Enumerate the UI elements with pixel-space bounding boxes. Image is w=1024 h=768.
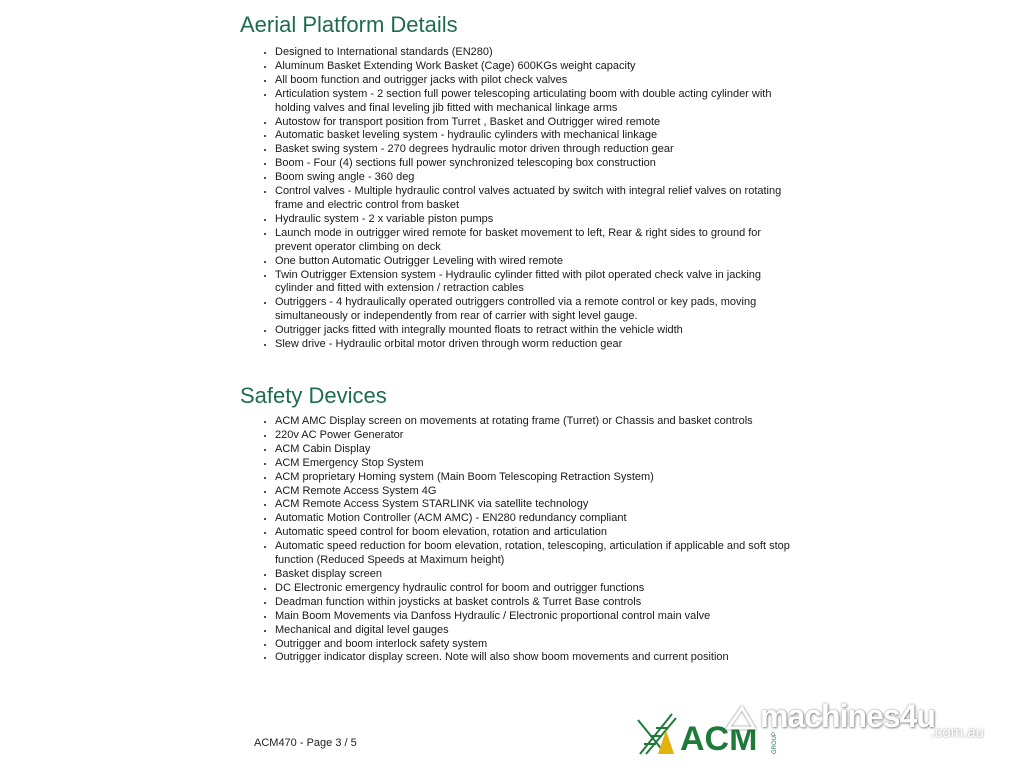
- page-number-footer: ACM470 - Page 3 / 5: [254, 737, 357, 749]
- acm-logo-sub-text: GROUP: [772, 731, 778, 754]
- list-item: • 220v AC Power Generator: [275, 429, 795, 443]
- list-item: • ACM Emergency Stop System: [275, 457, 795, 471]
- list-item: • Slew drive - Hydraulic orbital motor driven through worm reduction gear: [275, 338, 795, 352]
- list-item: • All boom function and outrigger jacks with pilot check valves: [275, 74, 795, 88]
- watermark-crane-icon: [724, 702, 760, 732]
- list-item: • Boom - Four (4) sections full power synchronized telescoping box construction: [275, 157, 795, 171]
- list-item: • Main Boom Movements via Danfoss Hydraulic / Electronic proportional control main valve: [275, 610, 795, 624]
- list-item: • Aluminum Basket Extending Work Basket (Cage) 600KGs weight capacity: [275, 60, 795, 74]
- list-item: • Outrigger and boom interlock safety system: [275, 638, 795, 652]
- list-item: • ACM Remote Access System STARLINK via satellite technology: [275, 498, 795, 512]
- list-item: • One button Automatic Outrigger Leveling with wired remote: [275, 255, 795, 269]
- list-item: • Hydraulic system - 2 x variable piston pumps: [275, 213, 795, 227]
- list-item: • ACM proprietary Homing system (Main Boom Telescoping Retraction System): [275, 471, 795, 485]
- list-item: • Deadman function within joysticks at basket controls & Turret Base controls: [275, 596, 795, 610]
- watermark-main-text: machines: [760, 698, 900, 734]
- list-item: • Automatic speed reduction for boom elevation, rotation, telescoping, articulation if applicable and soft stop function (Reduced Speeds at Maximum height): [275, 540, 795, 568]
- watermark-number-text: 4u: [899, 698, 935, 734]
- section-title-safety-devices: Safety Devices: [240, 383, 387, 408]
- watermark-domain-text: .com.au: [930, 724, 984, 741]
- list-item: • Autostow for transport position from Turret , Basket and Outrigger wired remote: [275, 116, 795, 130]
- list-item: • Basket swing system - 270 degrees hydraulic motor driven through reduction gear: [275, 143, 795, 157]
- list-item: • Automatic speed control for boom elevation, rotation and articulation: [275, 526, 795, 540]
- list-item: • Designed to International standards (EN280): [275, 46, 795, 60]
- machines4u-watermark: [724, 698, 994, 746]
- list-item: • Automatic Motion Controller (ACM AMC) - EN280 redundancy compliant: [275, 512, 795, 526]
- acm-logo-text: ACM: [680, 720, 758, 758]
- list-item: • Mechanical and digital level gauges: [275, 624, 795, 638]
- list-item: • Basket display screen: [275, 568, 795, 582]
- aerial-platform-details-list: [260, 46, 795, 352]
- list-item: • Twin Outrigger Extension system - Hydraulic cylinder fitted with pilot operated check valve in jacking cylinder and fitted with extension / retraction cables: [275, 269, 795, 297]
- list-item: • Articulation system - 2 section full power telescoping articulating boom with double acting cylinder with holding valves and final leveling jib fitted with mechanical linkage arms: [275, 88, 795, 116]
- list-item: • Outrigger jacks fitted with integrally mounted floats to retract within the vehicle width: [275, 324, 795, 338]
- list-item: • Boom swing angle - 360 deg: [275, 171, 795, 185]
- list-item: • Automatic basket leveling system - hydraulic cylinders with mechanical linkage: [275, 129, 795, 143]
- list-item: • Control valves - Multiple hydraulic control valves actuated by switch with integral relief valves on rotating frame and electric control from basket: [275, 185, 795, 213]
- list-item: • ACM Remote Access System 4G: [275, 485, 795, 499]
- list-item: • Outriggers - 4 hydraulically operated outriggers controlled via a remote control or key pads, moving simultaneously or independently from rear of carrier with sight level gauge.: [275, 296, 795, 324]
- list-item: • ACM Cabin Display: [275, 443, 795, 457]
- section-title-aerial-platform-details: Aerial Platform Details: [240, 12, 458, 37]
- list-item: • ACM AMC Display screen on movements at rotating frame (Turret) or Chassis and basket controls: [275, 415, 795, 429]
- list-item: • Outrigger indicator display screen. Note will also show boom movements and current position: [275, 651, 795, 665]
- list-item: • DC Electronic emergency hydraulic control for boom and outrigger functions: [275, 582, 795, 596]
- list-item: • Launch mode in outrigger wired remote for basket movement to left, Rear & right sides to ground for prevent operator climbing on deck: [275, 227, 795, 255]
- safety-devices-list: [260, 415, 795, 665]
